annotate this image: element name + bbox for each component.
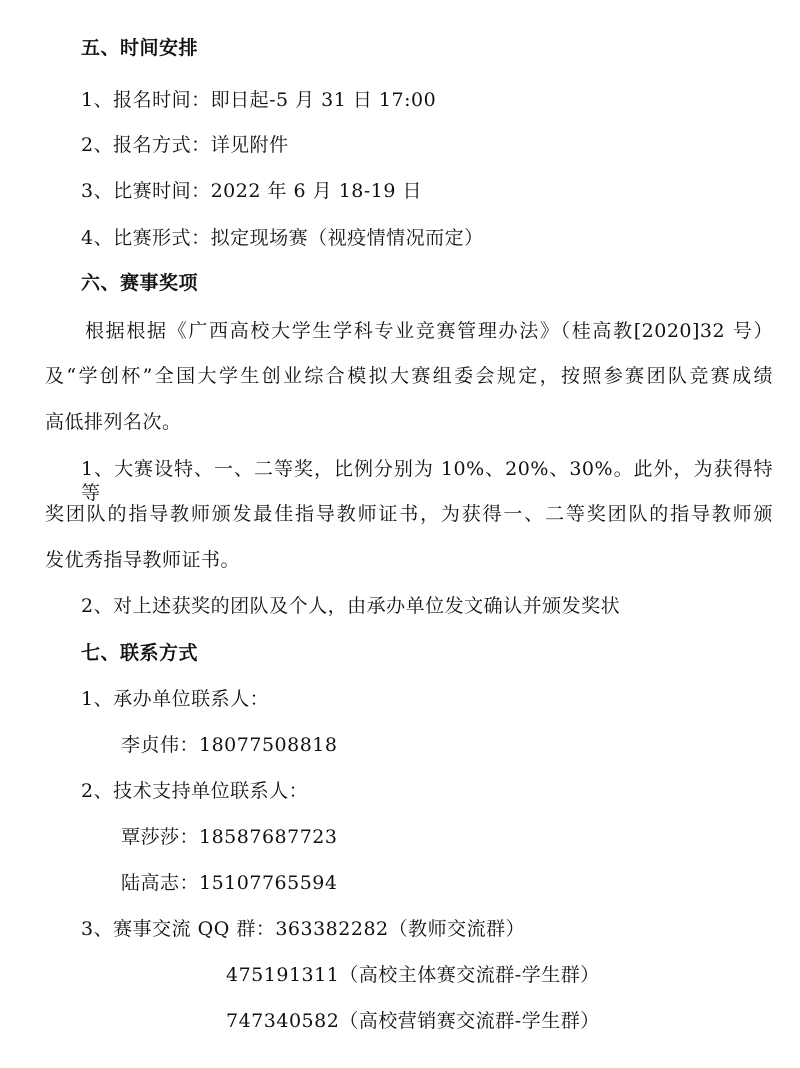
competition-format: 4、比赛形式：拟定现场赛（视疫情情况而定） [81, 227, 484, 249]
section-6-heading: 六、赛事奖项 [81, 272, 199, 294]
competition-time: 3、比赛时间：2022 年 6 月 18-19 日 [81, 180, 423, 202]
award-certificates: 2、对上述获奖的团队及个人，由承办单位发文确认并颁发奖状 [81, 595, 621, 617]
award-levels-line-2: 奖团队的指导教师颁发最佳指导教师证书，为获得一、二等奖团队的指导教师颁 [45, 503, 773, 525]
qq-group-marketing-students: 747340582（高校营销赛交流群-学生群） [226, 1010, 600, 1032]
award-levels-line-1: 1、大赛设特、一、二等奖，比例分别为 10%、20%、30%。此外，为获得特等 [81, 458, 773, 504]
award-levels-line-3: 发优秀指导教师证书。 [45, 549, 241, 571]
tech-support-contact-1: 覃莎莎：18587687723 [121, 826, 338, 848]
awards-basis-line-1: 根据根据《广西高校大学生学科专业竞赛管理办法》（桂高教[2020]32 号） [85, 320, 773, 342]
awards-basis-line-2: 及“学创杯”全国大学生创业综合模拟大赛组委会规定，按照参赛团队竞赛成绩 [45, 365, 773, 387]
tech-support-contact-2: 陆高志：15107765594 [121, 872, 338, 894]
awards-basis-line-3: 高低排列名次。 [45, 411, 182, 433]
qq-group-main-students: 475191311（高校主体赛交流群-学生群） [226, 964, 600, 986]
organizer-contact-label: 1、承办单位联系人： [81, 688, 270, 710]
registration-method: 2、报名方式：详见附件 [81, 134, 289, 156]
section-7-heading: 七、联系方式 [81, 642, 199, 664]
tech-support-contact-label: 2、技术支持单位联系人： [81, 780, 309, 802]
qq-group-teachers: 3、赛事交流 QQ 群：363382282（教师交流群） [81, 918, 526, 940]
registration-time: 1、报名时间：即日起-5 月 31 日 17:00 [81, 89, 437, 111]
organizer-contact: 李贞伟：18077508818 [121, 734, 338, 756]
section-5-heading: 五、时间安排 [81, 37, 199, 59]
